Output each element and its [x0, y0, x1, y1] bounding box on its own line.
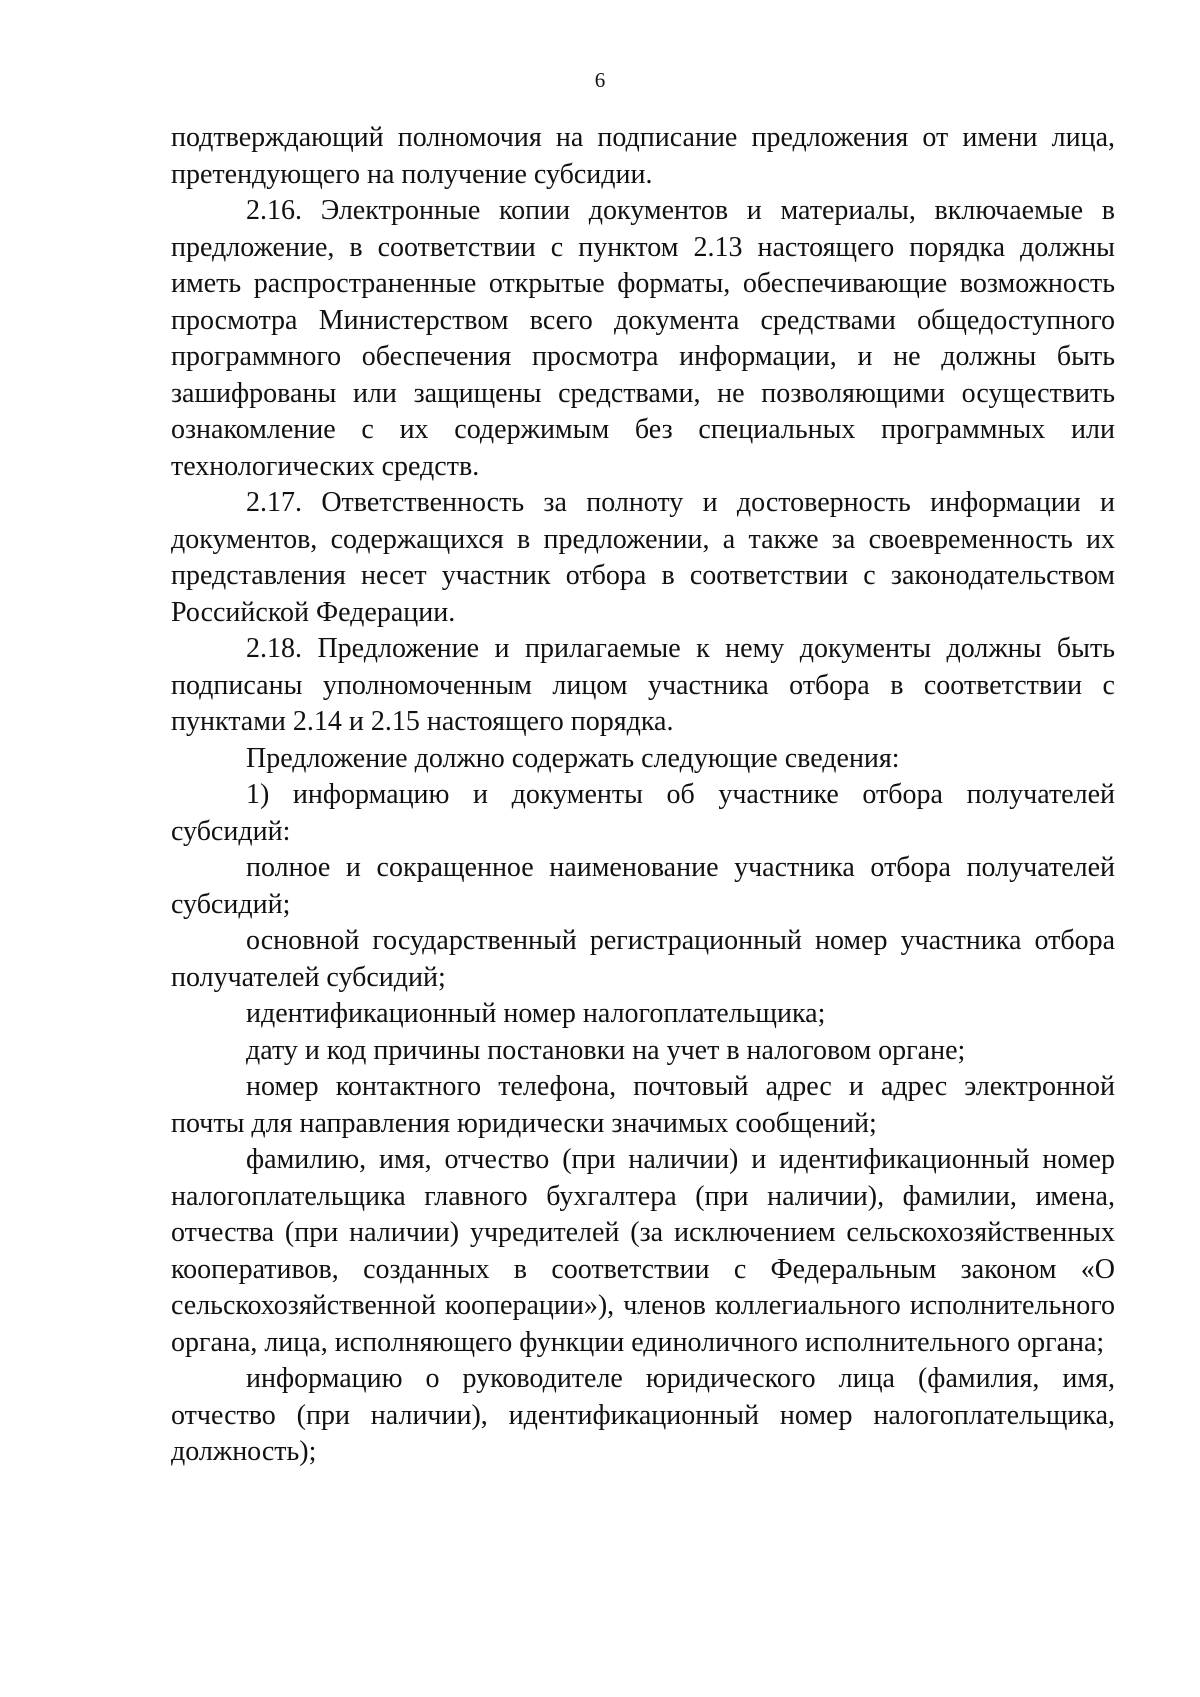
paragraph-proposal-contents: Предложение должно содержать следующие сведения: [246, 742, 900, 774]
list-item-ogrn: основной государственный регистрационный номер участника отбора получателей субсидий; [171, 925, 1115, 993]
list-item-inn: идентификационный номер налогоплательщика; [246, 998, 826, 1029]
paragraph-2-17: 2.17. Ответственность за полноту и достоверность информации и документов, содержащихся в предложении, а также за своевременность их представления несет участник отбора в соответствии с законодательством Российской Федерации. [171, 487, 1115, 628]
list-item-1: 1) информацию и документы об участнике отбора получателей субсидий: [171, 779, 1115, 847]
list-item-contacts: номер контактного телефона, почтовый адрес и адрес электронной почты для направления юридически значимых сообщений; [171, 1071, 1115, 1139]
list-item-persons: фамилию, имя, отчество (при наличии) и идентификационный номер налогоплательщика главного бухгалтера (при наличии), фамилии, имена, отчества (при наличии) учредителей (за исключением сельскохозяйственных кооперативов, созданных в соответствии с Федеральным законом «О сельскохозяйственной кооперации»), членов коллегиального исполнительного органа, лица, исполняющего функции единоличного исполнительного органа; [171, 1144, 1115, 1358]
paragraph-2-18: 2.18. Предложение и прилагаемые к нему документы должны быть подписаны уполномоченным лицом участника отбора в соответствии с пунктами 2.14 и 2.15 настоящего порядка. [171, 633, 1115, 737]
document-body [171, 120, 1115, 1471]
paragraph-continuation: подтверждающий полномочия на подписание предложения от имени лица, претендующего на получение субсидии. [171, 122, 1115, 190]
list-item-head-info: информацию о руководителе юридического лица (фамилия, имя, отчество (при наличии), идентификационный номер налогоплательщика, должность); [171, 1363, 1115, 1467]
paragraph-2-16: 2.16. Электронные копии документов и материалы, включаемые в предложение, в соответствии с пунктом 2.13 настоящего порядка должны иметь распространенные открытые форматы, обеспечивающие возможность просмотра Министерством всего документа средствами общедоступного программного обеспечения просмотра информации, и не должны быть зашифрованы или защищены средствами, не позволяющими осуществить ознакомление с их содержимым без специальных программных или технологических средств. [171, 195, 1115, 482]
list-item-kpp-date: дату и код причины постановки на учет в налоговом органе; [246, 1034, 966, 1066]
list-item-full-name: полное и сокращенное наименование участника отбора получателей субсидий; [171, 852, 1115, 920]
page-number: 6 [594, 68, 606, 92]
